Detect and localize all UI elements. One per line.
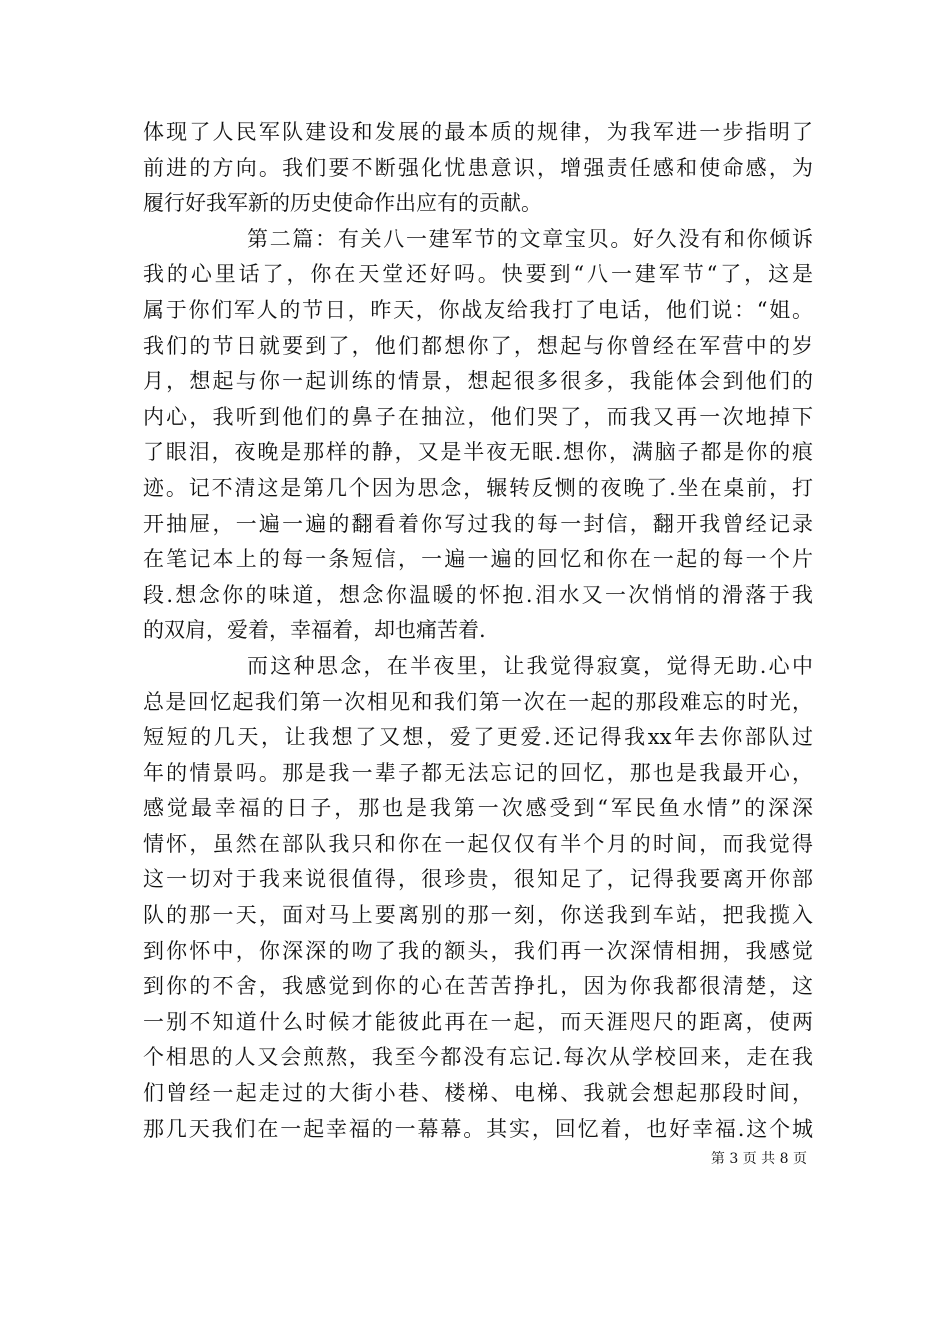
text-line: 这一切对于我来说很值得，很珍贵，很知足了，记得我要离开你部 [143,867,813,892]
text-line: 那几天我们在一起幸福的一幕幕。其实，回忆着，也好幸福.这个城 [143,1116,813,1141]
text-line: 前进的方向。我们要不断强化忧患意识，增强责任感和使命感，为 [143,155,813,180]
text-line: 年的情景吗。那是我一辈子都无法忘记的回忆，那也是我最开心， [143,760,813,785]
text-line: 月，想起与你一起训练的情景，想起很多很多，我能体会到他们的 [143,369,813,394]
text-line: 属于你们军人的节日，昨天，你战友给我打了电话，他们说：“姐。 [143,297,813,322]
text-line: 了眼泪，夜晚是那样的静，又是半夜无眠.想你，满脑子都是你的痕 [143,440,813,465]
text-line: 到你怀中，你深深的吻了我的额头，我们再一次深情相拥，我感觉 [143,938,813,963]
page-number-footer: 第 3 页 共 8 页 [710,1151,807,1167]
section-heading-line: 第二篇：有关八一建军节的文章宝贝。好久没有和你倾诉 [247,226,813,251]
text-line: 个相思的人又会煎熬，我至今都没有忘记.每次从学校回来，走在我 [143,1045,813,1070]
text-line: 总是回忆起我们第一次相见和我们第一次在一起的那段难忘的时光， [143,689,813,714]
text-line: 一别不知道什么时候才能彼此再在一起，而天涯咫尺的距离，使两 [143,1009,813,1034]
text-line: 情怀，虽然在部队我只和你在一起仅仅有半个月的时间，而我觉得 [143,831,813,856]
text-line: 在笔记本上的每一条短信，一遍一遍的回忆和你在一起的每一个片 [143,547,813,572]
text-line: 内心，我听到他们的鼻子在抽泣，他们哭了，而我又再一次地掉下 [143,404,813,429]
text-line: 我的心里话了，你在天堂还好吗。快要到“八一建军节“了，这是 [143,262,813,287]
text-line: 我们的节日就要到了，他们都想你了，想起与你曾经在军营中的岁 [143,333,813,358]
text-line: 队的那一天，面对马上要离别的那一刻，你送我到车站，把我揽入 [143,903,813,928]
text-line: 的双肩，爱着，幸福着，却也痛苦着. [143,618,486,643]
text-line: 段.想念你的味道，想念你温暖的怀抱.泪水又一次悄悄的滑落于我 [143,582,813,607]
text-line: 到你的不舍，我感觉到你的心在苦苦挣扎，因为你我都很清楚，这 [143,974,813,999]
text-line: 短短的几天，让我想了又想，爱了更爱.还记得我xx年去你部队过 [143,725,813,750]
document-body [143,115,813,1147]
text-line: 们曾经一起走过的大街小巷、楼梯、电梯、我就会想起那段时间， [143,1081,813,1106]
paragraph-start-line: 而这种思念，在半夜里，让我觉得寂寞，觉得无助.心中 [247,653,813,678]
text-line: 履行好我军新的历史使命作出应有的贡献。 [143,191,542,216]
text-line: 感觉最幸福的日子，那也是我第一次感受到“军民鱼水情”的深深 [143,796,813,821]
text-line: 迹。记不清这是第几个因为思念，辗转反恻的夜晚了.坐在桌前，打 [143,475,813,500]
text-line: 开抽屉，一遍一遍的翻看着你写过我的每一封信，翻开我曾经记录 [143,511,813,536]
text-line: 体现了人民军队建设和发展的最本质的规律，为我军进一步指明了 [143,120,813,144]
